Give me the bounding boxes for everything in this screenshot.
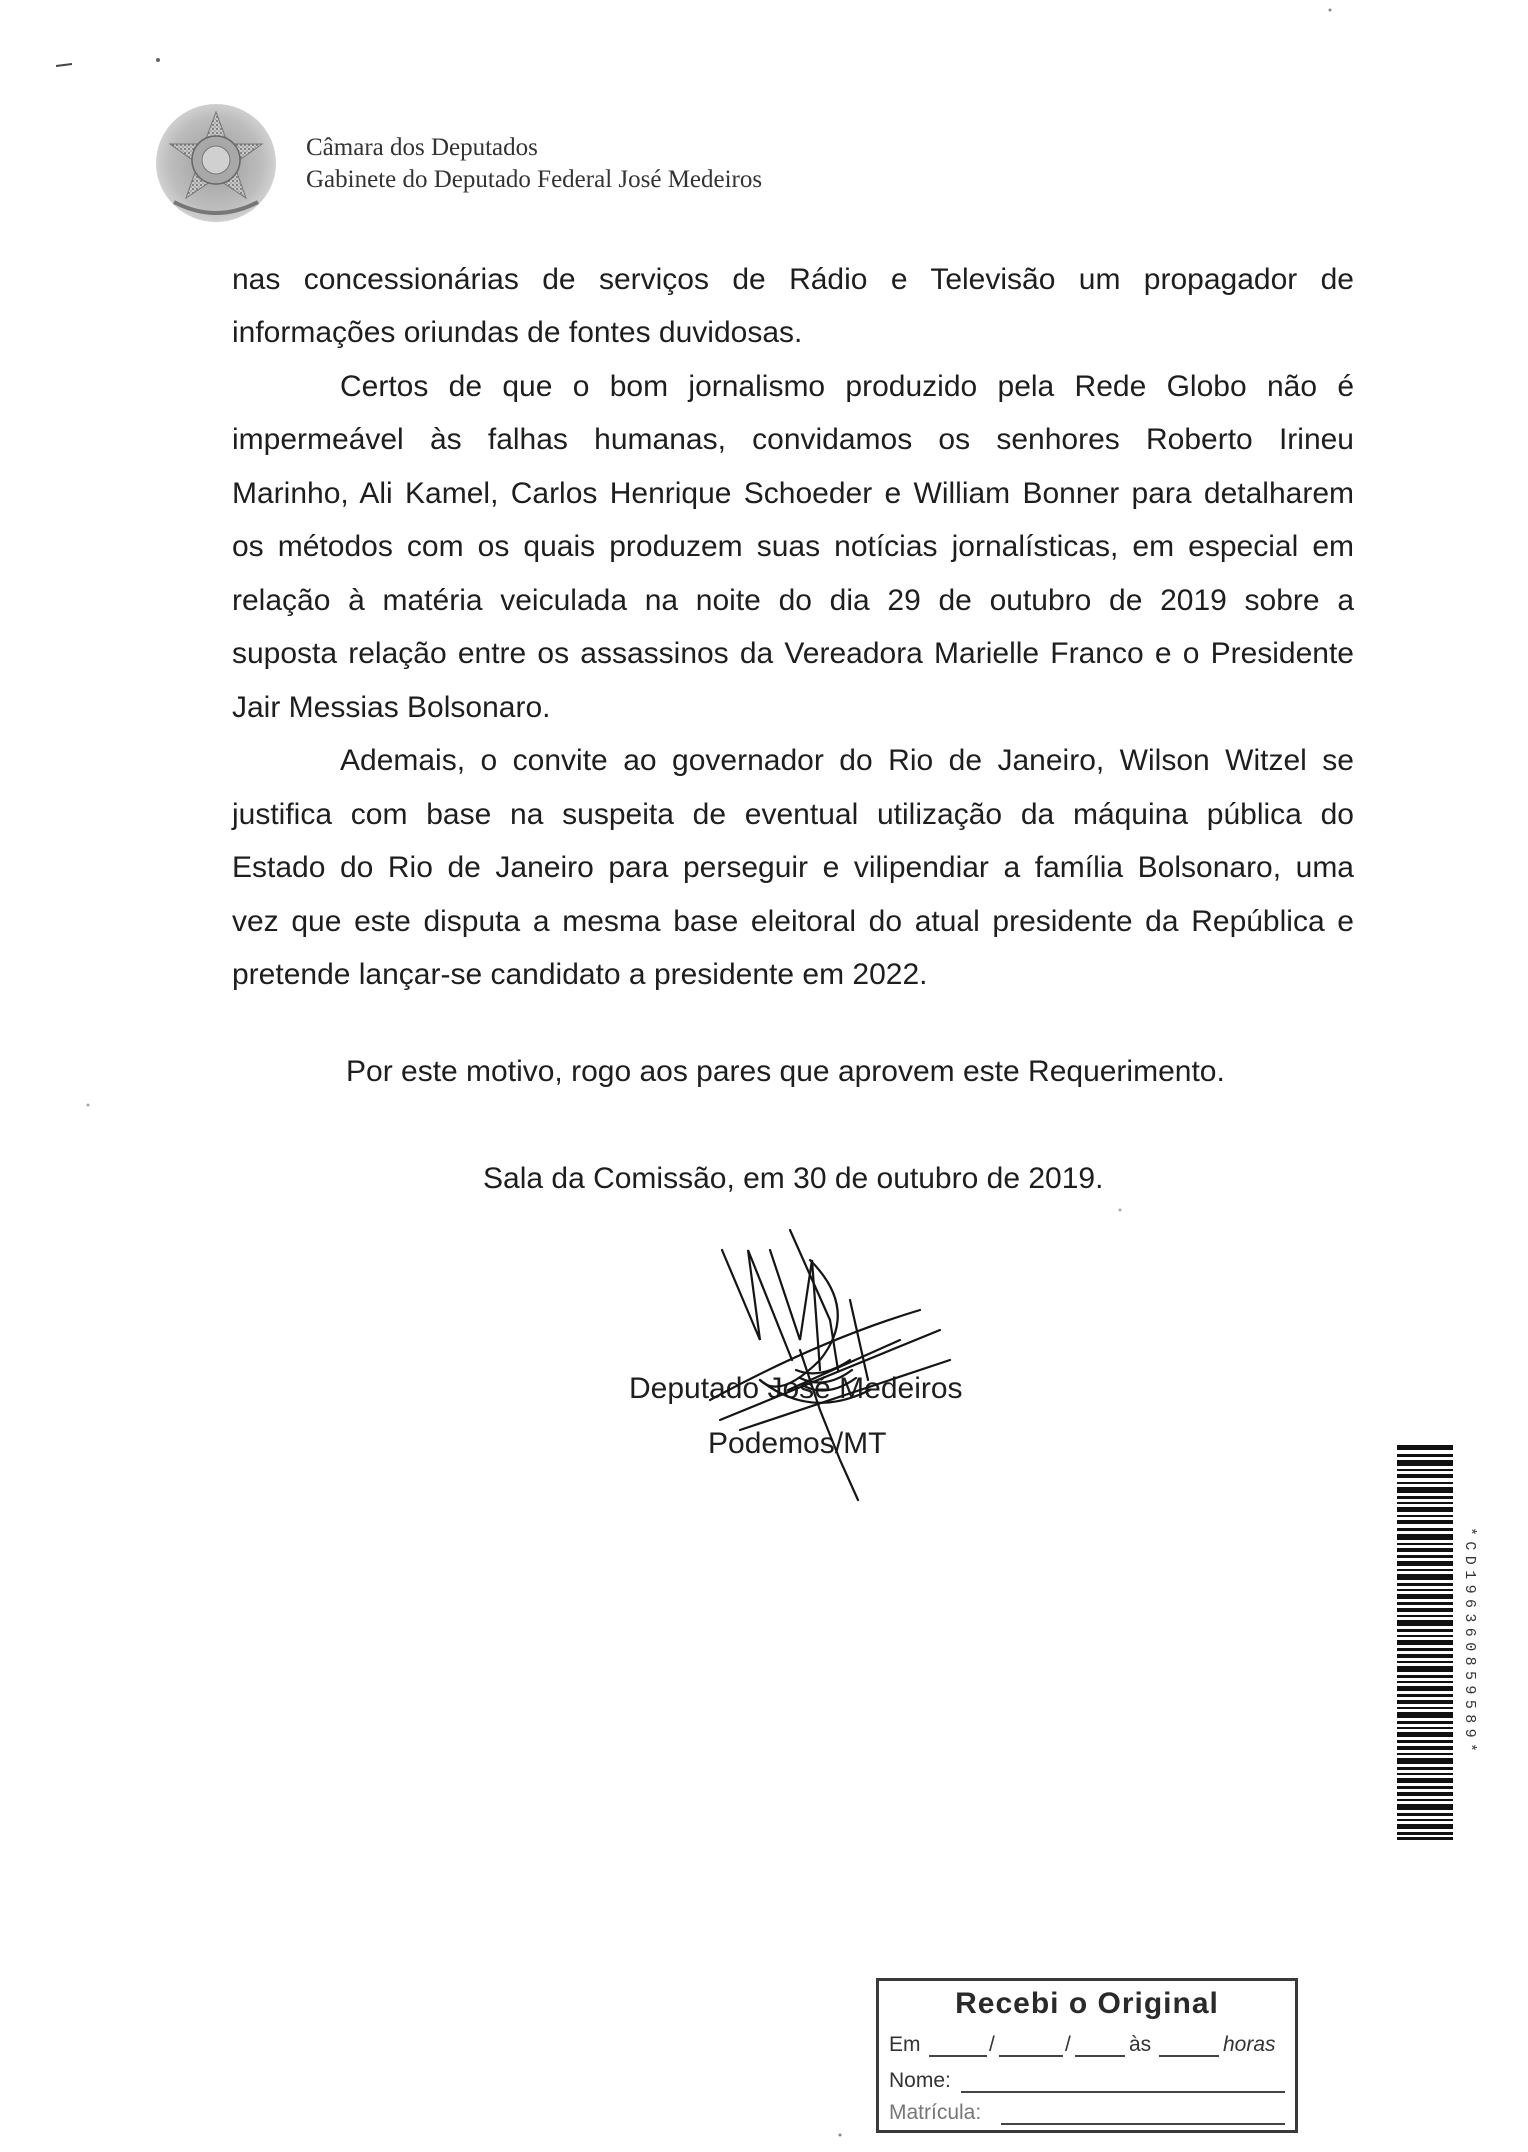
stamp-time-prefix: às xyxy=(1129,2033,1152,2056)
paragraph-1-line-1: nas concessionárias de serviços de Rádio e Televisão um propagador de xyxy=(232,263,1354,296)
stamp-date-separator-1: / xyxy=(989,2033,995,2056)
stamp-id-line xyxy=(1001,2123,1285,2125)
stamp-time-line xyxy=(1159,2055,1219,2057)
stamp-month-line xyxy=(999,2055,1063,2057)
stamp-time-suffix: horas xyxy=(1223,2033,1276,2056)
stamp-date-label: Em xyxy=(889,2033,921,2056)
paragraph-3-line-2: justifica com base na suspeita de eventual utilização da máquina pública do xyxy=(232,798,1354,831)
stamp-year-line xyxy=(1075,2055,1125,2057)
header-institution: Câmara dos Deputados xyxy=(306,134,538,161)
coat-of-arms-emblem xyxy=(156,104,276,222)
barcode-number: *CD196360859589* xyxy=(1461,1527,1478,1758)
stamp-date-row xyxy=(889,2031,1285,2061)
paragraph-2-line-7: Jair Messias Bolsonaro. xyxy=(232,691,551,724)
closing-request: Por este motivo, rogo aos pares que aprovem este Requerimento. xyxy=(346,1055,1225,1088)
paragraph-2-line-5: relação à matéria veiculada na noite do dia 29 de outubro de 2019 sobre a xyxy=(232,584,1354,617)
barcode xyxy=(1397,1445,1453,1840)
paragraph-3-line-5: pretende lançar-se candidato a presidente em 2022. xyxy=(232,958,928,991)
stamp-date-separator-2: / xyxy=(1065,2033,1071,2056)
paragraph-3-line-1: Ademais, o convite ao governador do Rio de Janeiro, Wilson Witzel se xyxy=(340,744,1354,777)
paragraph-2-line-6: suposta relação entre os assassinos da Vereadora Marielle Franco e o Presidente xyxy=(232,637,1354,670)
receipt-stamp xyxy=(876,1978,1298,2133)
paragraph-3-line-3: Estado do Rio de Janeiro para perseguir e vilipendiar a família Bolsonaro, uma xyxy=(232,851,1354,884)
stamp-name-line xyxy=(961,2091,1285,2093)
paragraph-2-line-3: Marinho, Ali Kamel, Carlos Henrique Schoeder e William Bonner para detalharem xyxy=(232,477,1354,510)
paragraph-2-line-4: os métodos com os quais produzem suas notícias jornalísticas, em especial em xyxy=(232,530,1354,563)
place-and-date: Sala da Comissão, em 30 de outubro de 2019. xyxy=(483,1162,1104,1195)
stamp-id-label: Matrícula: xyxy=(889,2101,982,2124)
stamp-id-row xyxy=(889,2099,1285,2129)
stamp-title: Recebi o Original xyxy=(955,1987,1219,2020)
paragraph-2-line-2: impermeável às falhas humanas, convidamos os senhores Roberto Irineu xyxy=(232,423,1354,456)
header-office: Gabinete do Deputado Federal José Medeiros xyxy=(306,166,763,193)
signature-party: Podemos/MT xyxy=(708,1427,887,1460)
stamp-day-line xyxy=(929,2055,987,2057)
paragraph-2-line-1: Certos de que o bom jornalismo produzido pela Rede Globo não é xyxy=(340,370,1354,403)
coat-of-arms-icon xyxy=(156,104,276,222)
stamp-name-label: Nome: xyxy=(889,2069,951,2092)
paragraph-3-line-4: vez que este disputa a mesma base eleitoral do atual presidente da República e xyxy=(232,905,1354,938)
signature-name: Deputado José Medeiros xyxy=(629,1372,963,1405)
stamp-name-row xyxy=(889,2067,1285,2097)
handwritten-signature xyxy=(700,1220,960,1520)
paragraph-1-line-2: informações oriundas de fontes duvidosas. xyxy=(232,316,803,349)
